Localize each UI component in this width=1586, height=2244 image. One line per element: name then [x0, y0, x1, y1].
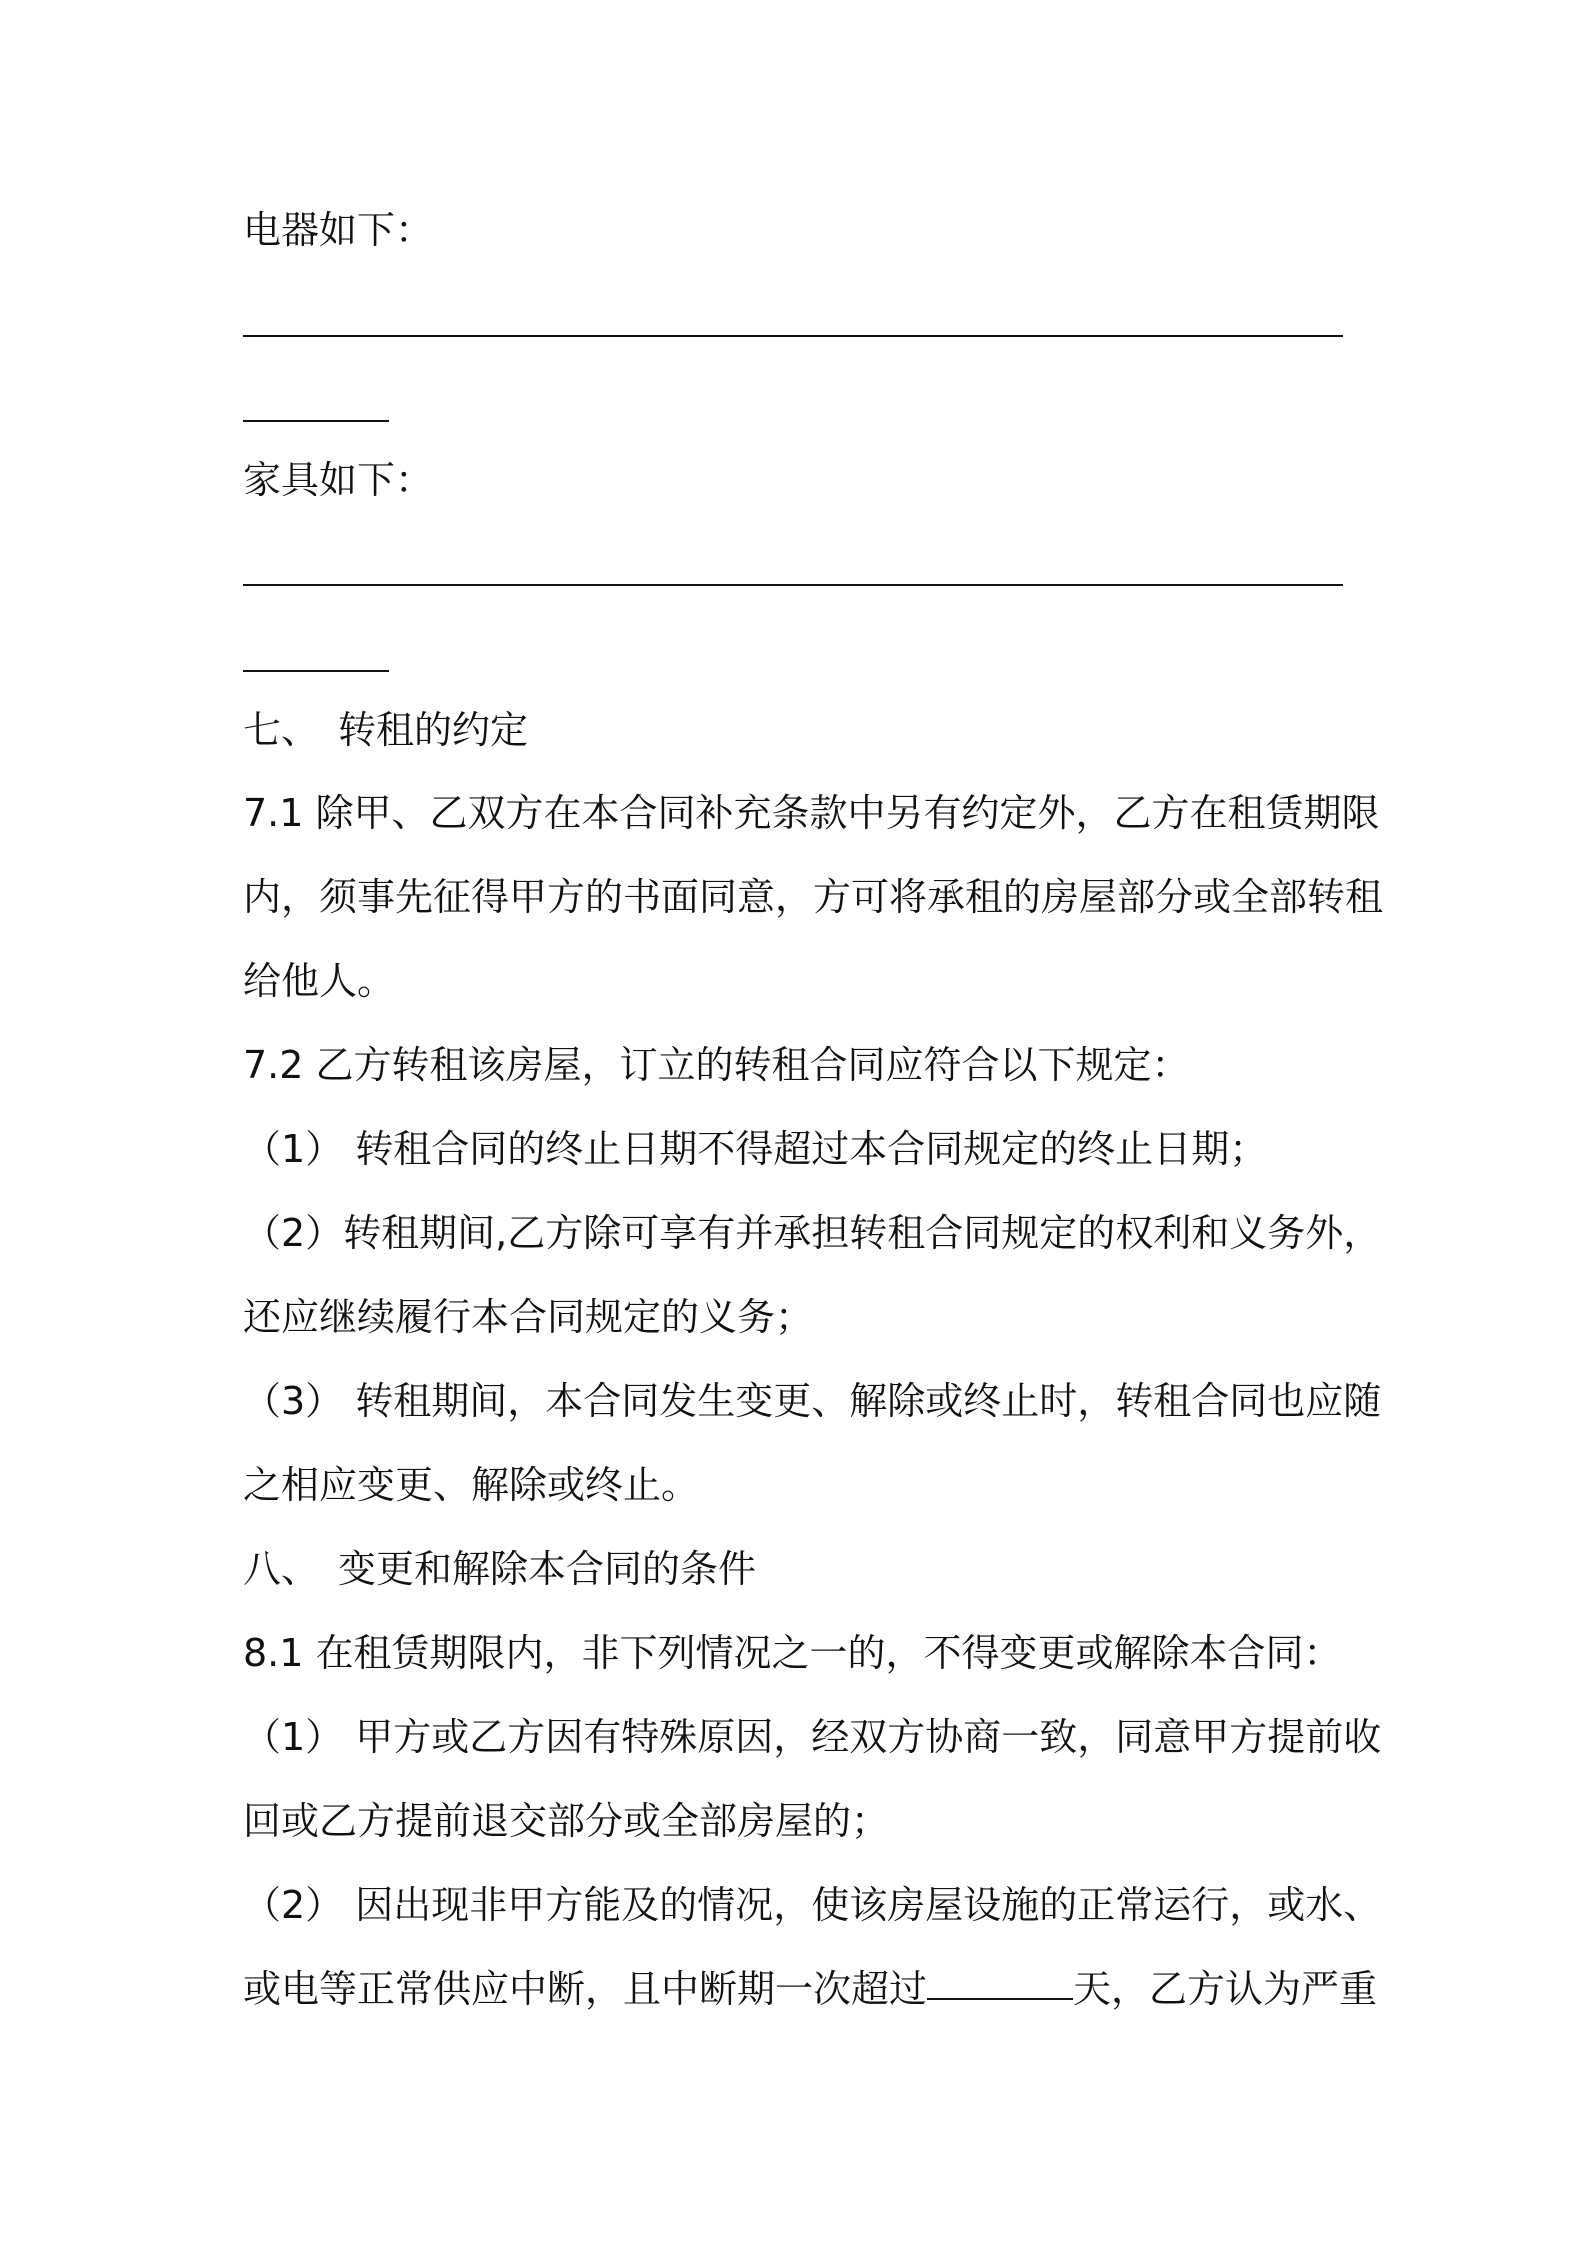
appliances-blank-line-continued: [243, 420, 389, 422]
clause-7-2-item-1: （1） 转租合同的终止日期不得超过本合同规定的终止日期；: [243, 1127, 1268, 1171]
clause-7-2: 7.2 乙方转租该房屋，订立的转租合同应符合以下规定：: [243, 1043, 1190, 1087]
clause-8-1-item-2-line-2: [243, 1964, 1377, 2014]
section-7-heading: 七、 转租的约定: [243, 708, 529, 752]
days-fill-in-blank: [927, 1998, 1073, 2000]
clause-8-1-item-1-line-1: （1） 甲方或乙方因有特殊原因，经双方协商一致，同意甲方提前收: [243, 1715, 1382, 1759]
furniture-heading: 家具如下：: [243, 458, 434, 502]
clause-8-1-item-2-text-before-blank: 或电等正常供应中断，且中断期一次超过: [243, 1967, 928, 2011]
appliances-heading: 电器如下：: [243, 208, 434, 252]
clause-7-2-item-3-line-1: （3） 转租期间，本合同发生变更、解除或终止时，转租合同也应随: [243, 1379, 1382, 1423]
clause-7-2-item-2-line-2: 还应继续履行本合同规定的义务；: [243, 1295, 814, 1339]
clause-8-1-item-1-line-2: 回或乙方提前退交部分或全部房屋的；: [243, 1799, 890, 1843]
clause-8-1-item-2-text-after-blank: 天，乙方认为严重: [1073, 1967, 1378, 2011]
clause-7-2-item-3-line-2: 之相应变更、解除或终止。: [243, 1463, 700, 1507]
clause-7-1-line-2: 内，须事先征得甲方的书面同意，方可将承租的房屋部分或全部转租: [243, 875, 1384, 919]
clause-8-1: 8.1 在租赁期限内，非下列情况之一的，不得变更或解除本合同：: [243, 1631, 1342, 1675]
furniture-blank-line: [243, 584, 1343, 586]
clause-7-1-line-3: 给他人。: [243, 959, 396, 1003]
appliances-blank-line: [243, 335, 1343, 337]
clause-8-1-item-2-line-1: （2） 因出现非甲方能及的情况，使该房屋设施的正常运行，或水、: [243, 1883, 1382, 1927]
clause-7-2-item-2-line-1: （2）转租期间,乙方除可享有并承担转租合同规定的权利和义务外，: [243, 1211, 1382, 1255]
section-8-heading: 八、 变更和解除本合同的条件: [243, 1547, 757, 1591]
clause-7-1-line-1: 7.1 除甲、乙双方在本合同补充条款中另有约定外，乙方在租赁期限: [243, 791, 1380, 835]
furniture-blank-line-continued: [243, 670, 389, 672]
